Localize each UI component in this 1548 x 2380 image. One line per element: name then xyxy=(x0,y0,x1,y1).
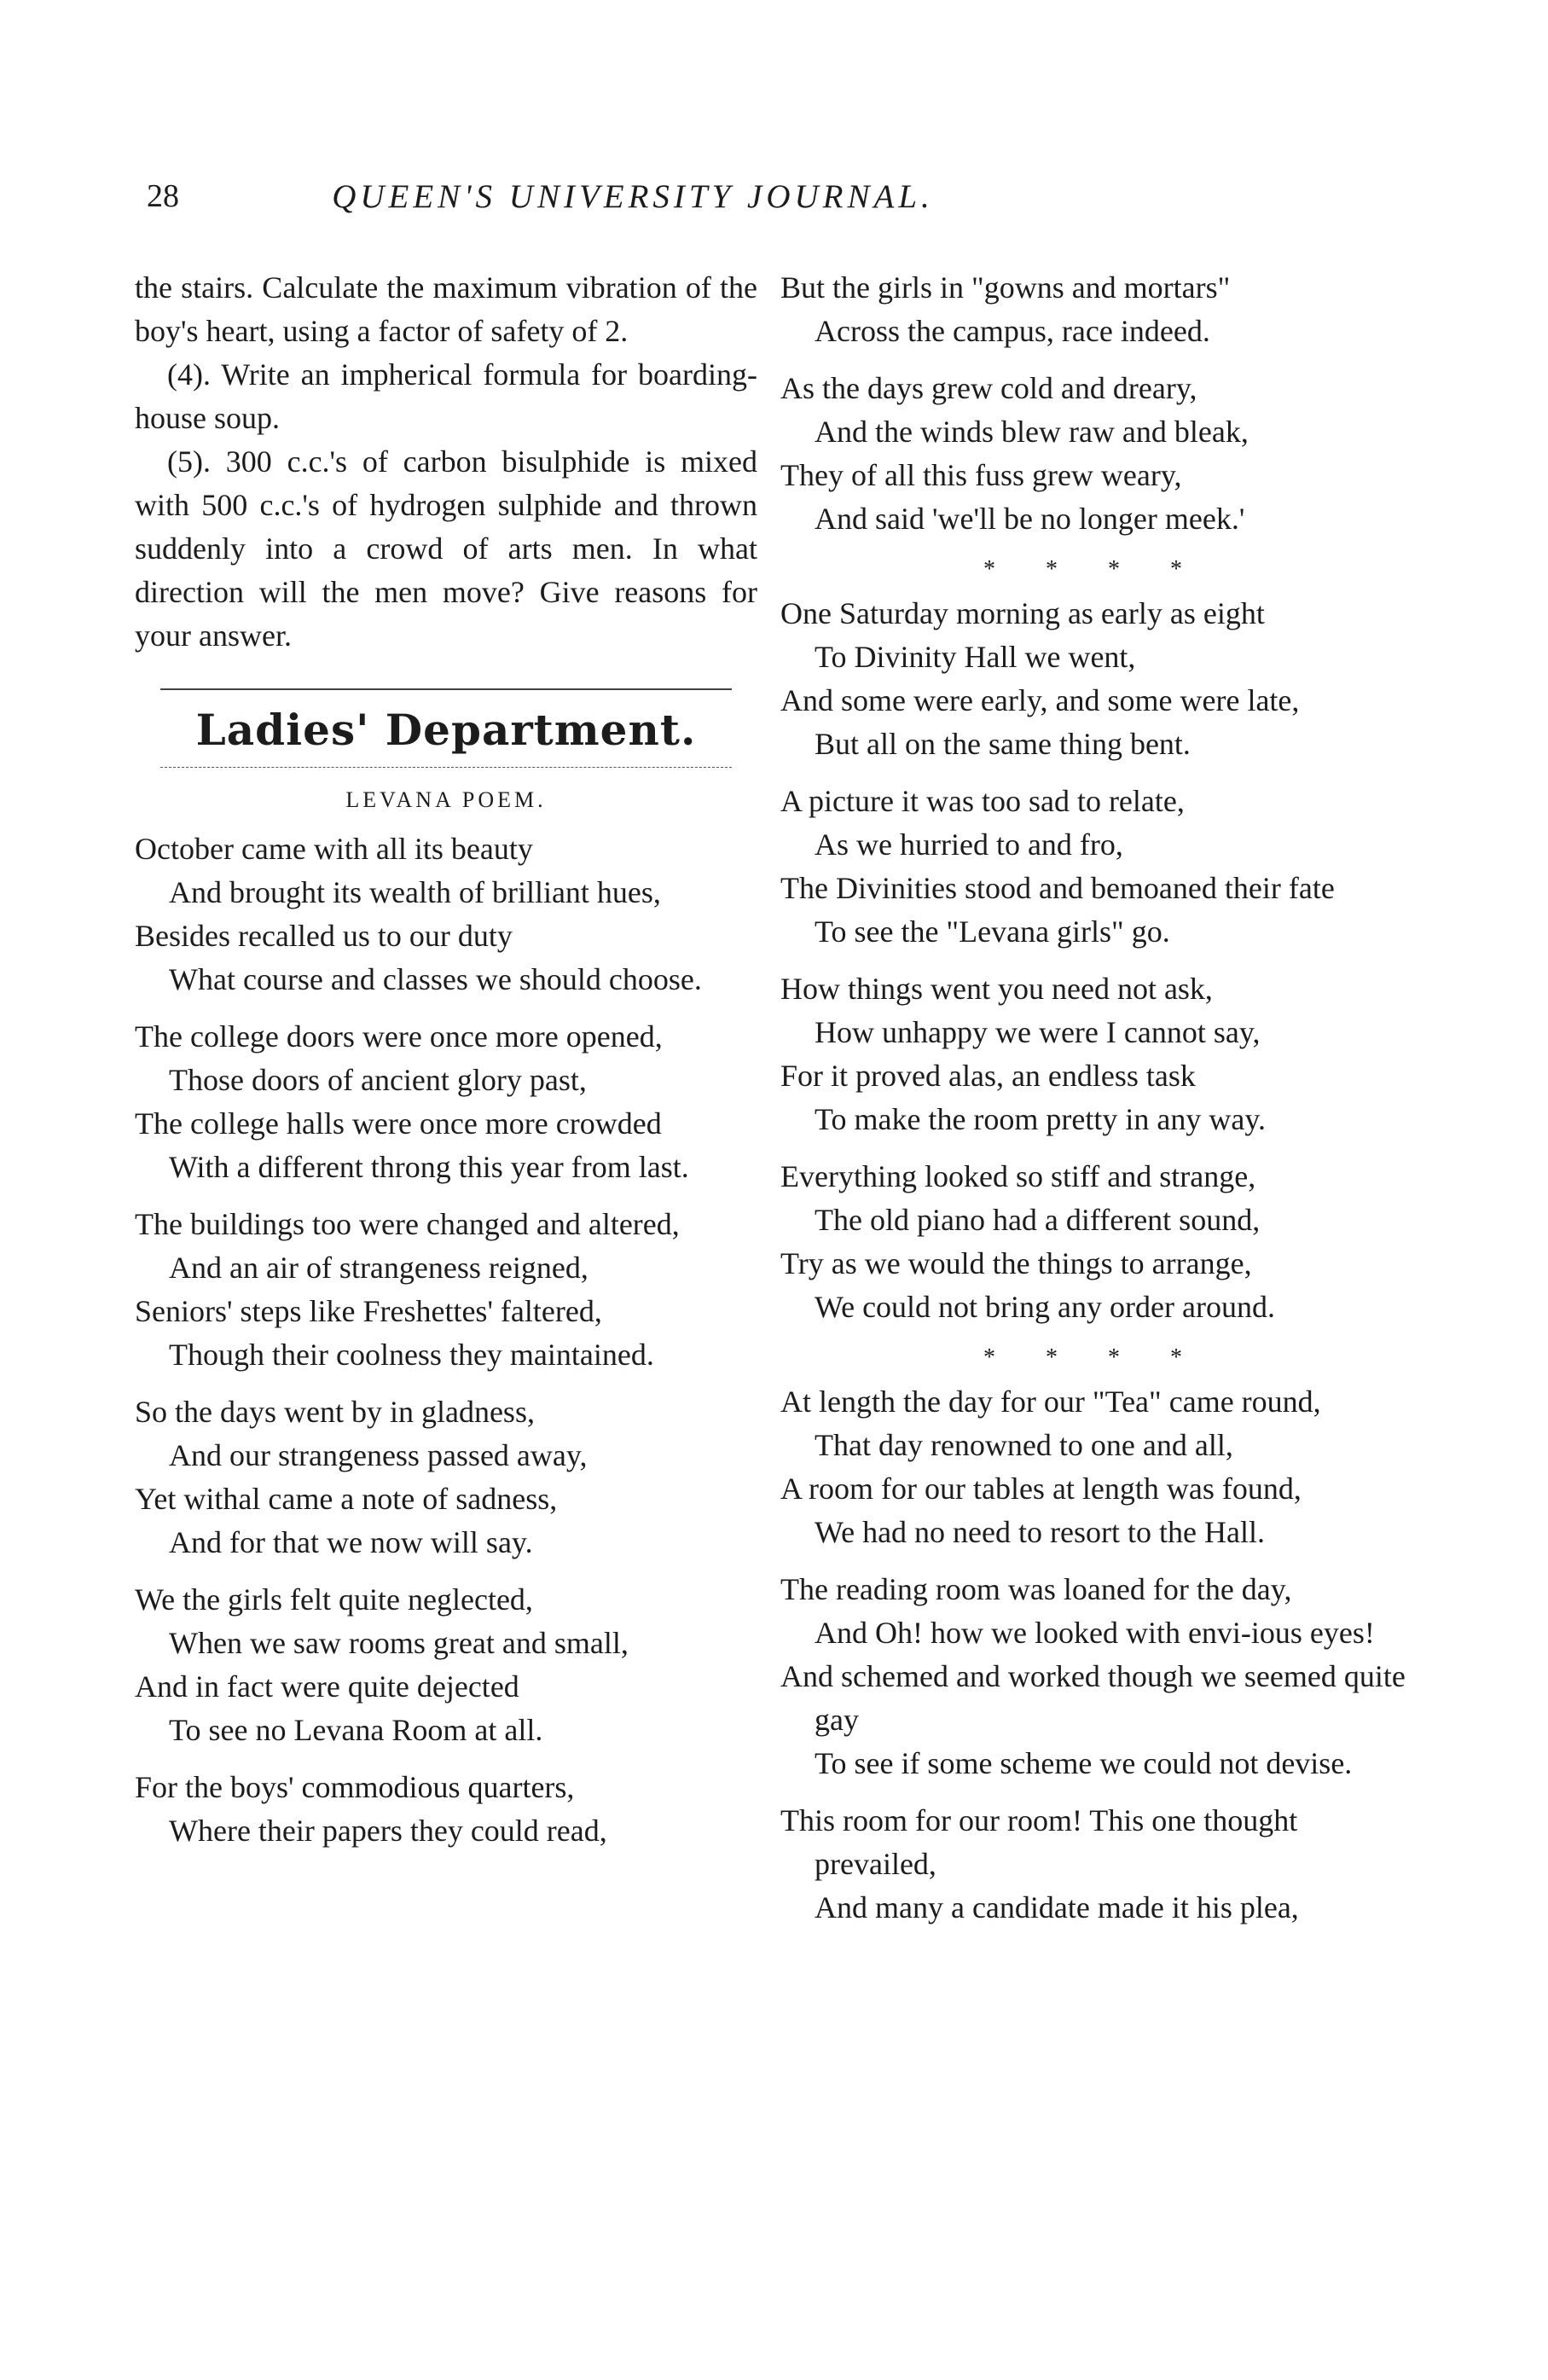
poem-line: And the winds blew raw and bleak, xyxy=(815,415,1249,449)
poem-stanza xyxy=(780,1568,1407,1785)
poem-line: Across the campus, race indeed. xyxy=(815,314,1210,348)
poem-line: They of all this fuss grew weary, xyxy=(780,458,1182,492)
poem-line: We the girls felt quite neglected, xyxy=(135,1582,533,1617)
poem-line: To see the "Levana girls" go. xyxy=(815,914,1170,949)
poem-line: And many a candidate made it his plea, xyxy=(815,1890,1299,1924)
poem-line: A picture it was too sad to relate, xyxy=(780,784,1185,818)
poem-line: So the days went by in gladness, xyxy=(135,1395,535,1429)
poem-line: When we saw rooms great and small, xyxy=(169,1626,629,1660)
poem-stanza xyxy=(780,1380,1407,1554)
poem-line: The buildings too were changed and altered, xyxy=(135,1207,680,1241)
poem-stanza xyxy=(135,1203,757,1377)
poem-line: The reading room was loaned for the day, xyxy=(780,1572,1292,1606)
poem-line: And Oh! how we looked with envi-ious eyes! xyxy=(815,1616,1375,1650)
poem-stanza xyxy=(135,1766,757,1853)
poem-line: The old piano had a different sound, xyxy=(815,1203,1261,1237)
poem-line: The Divinities stood and bemoaned their fate xyxy=(780,871,1335,905)
poem-line: For it proved alas, an endless task xyxy=(780,1059,1196,1093)
stanza-break-asterisks: * * * * xyxy=(983,1344,1204,1371)
poem-stanza xyxy=(780,367,1407,541)
right-column xyxy=(780,266,1407,1943)
poem-line: And an air of strangeness reigned, xyxy=(169,1251,588,1285)
page-number: 28 xyxy=(147,178,179,214)
poem-line: That day renowned to one and all, xyxy=(815,1428,1233,1462)
poem-line: How things went you need not ask, xyxy=(780,972,1213,1006)
prose-paragraph: (4). Write an impherical formula for boarding-house soup. xyxy=(135,357,757,435)
poem-line: The college halls were once more crowded xyxy=(135,1106,662,1141)
poem-stanza xyxy=(135,1578,757,1752)
poem-line: With a different throng this year from last. xyxy=(169,1150,689,1184)
poem-line: This room for our room! This one thought prevailed, xyxy=(780,1803,1298,1881)
poem-stanza xyxy=(780,266,1407,353)
poem-line: But all on the same thing bent. xyxy=(815,727,1191,761)
poem-line: To see if some scheme we could not devise. xyxy=(815,1746,1353,1780)
poem-line: And some were early, and some were late, xyxy=(780,683,1300,717)
exam-questions xyxy=(135,266,757,658)
poem-line: Try as we would the things to arrange, xyxy=(780,1246,1252,1280)
poem-line: Where their papers they could read, xyxy=(169,1814,607,1848)
poem-stanza xyxy=(780,780,1407,954)
poem-line: A room for our tables at length was found, xyxy=(780,1472,1302,1506)
poem-line: For the boys' commodious quarters, xyxy=(135,1770,575,1804)
poem-line: As the days grew cold and dreary, xyxy=(780,371,1197,405)
poem-stanza xyxy=(780,967,1407,1141)
poem-stanza xyxy=(780,1155,1407,1329)
poem-line: One Saturday morning as early as eight xyxy=(780,596,1265,630)
poem-line: Those doors of ancient glory past, xyxy=(169,1063,587,1097)
poem-line: We could not bring any order around. xyxy=(815,1290,1275,1324)
prose-paragraph: the stairs. Calculate the maximum vibration of the boy's heart, using a factor of safety of 2. xyxy=(135,270,757,348)
poem-line: At length the day for our "Tea" came round, xyxy=(780,1384,1321,1419)
poem-line: As we hurried to and fro, xyxy=(815,827,1123,862)
prose-paragraph: (5). 300 c.c.'s of carbon bisulphide is mixed with 500 c.c.'s of hydrogen sulphide and thrown suddenly into a crowd of arts men. In what direction will the men move? Give reasons for your answer. xyxy=(135,444,757,653)
divider-rule xyxy=(160,688,732,690)
poem-line: Everything looked so stiff and strange, xyxy=(780,1159,1256,1193)
poem-line: Seniors' steps like Freshettes' faltered, xyxy=(135,1294,602,1328)
poem-line: Yet withal came a note of sadness, xyxy=(135,1482,558,1516)
poem-line: To make the room pretty in any way. xyxy=(815,1102,1266,1136)
poem-stanza xyxy=(780,1799,1407,1930)
journal-title: QUEEN'S UNIVERSITY JOURNAL. xyxy=(332,178,934,215)
poem-line: The college doors were once more opened, xyxy=(135,1019,663,1054)
poem-line: We had no need to resort to the Hall. xyxy=(815,1515,1265,1549)
poem-stanza xyxy=(780,592,1407,766)
poem-stanza xyxy=(135,827,757,1001)
department-title: Ladies' Department. xyxy=(195,705,697,755)
poem-line: To see no Levana Room at all. xyxy=(169,1713,543,1747)
poem-line: But the girls in "gowns and mortars" xyxy=(780,270,1231,305)
poem-line: How unhappy we were I cannot say, xyxy=(815,1015,1261,1049)
poem-line: October came with all its beauty xyxy=(135,832,533,866)
poem-line: And schemed and worked though we seemed quite gay xyxy=(780,1659,1406,1737)
poem-stanza xyxy=(135,1390,757,1564)
stanza-break-asterisks: * * * * xyxy=(983,556,1204,583)
poem-title: LEVANA POEM. xyxy=(345,787,547,812)
divider-rule xyxy=(160,767,732,768)
left-column xyxy=(135,266,757,1866)
poem-line: And our strangeness passed away, xyxy=(169,1438,588,1472)
poem-line: And said 'we'll be no longer meek.' xyxy=(815,502,1245,536)
poem-line: To Divinity Hall we went, xyxy=(815,640,1136,674)
poem-line: And for that we now will say. xyxy=(169,1525,533,1559)
poem-line: And in fact were quite dejected xyxy=(135,1669,519,1704)
poem-stanza xyxy=(135,1015,757,1189)
poem-line: Besides recalled us to our duty xyxy=(135,919,513,953)
page-header xyxy=(147,177,1119,229)
poem-line: And brought its wealth of brilliant hues, xyxy=(169,875,661,909)
poem-line: Though their coolness they maintained. xyxy=(169,1338,654,1372)
poem-line: What course and classes we should choose. xyxy=(169,962,702,996)
